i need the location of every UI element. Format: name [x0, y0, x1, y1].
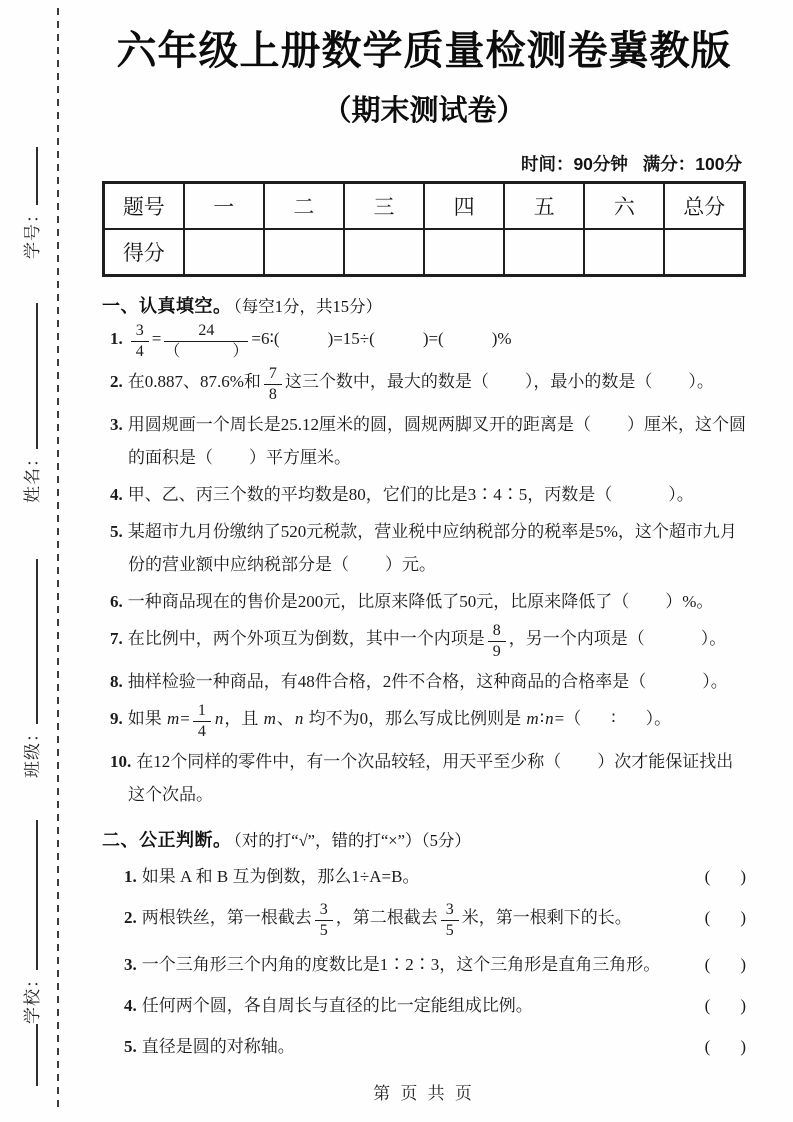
score-table-header-cell: 总分 [664, 183, 744, 230]
fraction-denominator: 4 [197, 722, 206, 740]
fill-blank-question [102, 665, 746, 698]
score-table-empty-cell [264, 229, 344, 276]
question-body [124, 1030, 695, 1063]
question-number: 2. [124, 907, 137, 927]
answer-parentheses [705, 901, 746, 934]
question-text: 均不为0，那么写成比例则是 [304, 708, 526, 728]
question-body [124, 948, 695, 981]
fraction-numerator: 3 [441, 901, 459, 921]
fill-blank-question [102, 515, 746, 581]
fraction [193, 702, 211, 741]
question-text: ，第二根截去 [335, 907, 438, 927]
question-text: ，另一个内项是（ [508, 628, 645, 648]
write-line [23, 1024, 38, 1086]
question-number: 1. [110, 329, 123, 348]
question-text: ∶ [539, 708, 545, 728]
fraction [164, 322, 248, 361]
score-table-header-row [104, 183, 745, 230]
score-table-empty-cell [344, 229, 424, 276]
question-text: =（ [554, 708, 582, 728]
score-table-empty-cell [184, 229, 264, 276]
question-text: 用圆规画一个周长是25.12厘米的圆，圆规两脚叉开的距离是（ [127, 414, 591, 434]
question-number: 9. [110, 708, 123, 728]
question-text: 任何两个圆，各自周长与直径的比一定能组成比例。 [141, 995, 533, 1015]
paren-close: ) [740, 866, 746, 886]
question-number: 3. [124, 954, 137, 974]
question-text: )=( [422, 329, 444, 348]
fill-blank-question [102, 365, 746, 404]
question-text: 、 [276, 708, 294, 728]
student-info-field [22, 303, 44, 503]
question-number: 7. [110, 628, 123, 648]
question-number: 6. [110, 591, 123, 611]
question-body [124, 901, 695, 940]
exam-meta [102, 151, 746, 176]
question-text: ∶ [611, 708, 616, 728]
true-false-question [124, 860, 746, 893]
question-text: ）。 [702, 671, 728, 691]
fill-blank-question [102, 622, 746, 661]
question-text: )=15÷( [327, 329, 375, 348]
answer-parentheses [705, 948, 746, 981]
write-line [23, 303, 38, 449]
question-number: 5. [124, 1036, 137, 1056]
fraction [441, 901, 459, 940]
fraction [315, 901, 333, 940]
paren-open: ( [704, 1036, 711, 1056]
student-info-field [22, 147, 44, 259]
fraction [488, 622, 506, 661]
paren-close: ) [740, 1036, 746, 1056]
true-false-question [124, 989, 746, 1022]
paren-open: ( [704, 954, 711, 974]
paren-open: ( [704, 866, 711, 886]
question-text: ）%。 [665, 591, 714, 611]
score-table-empty-cell [424, 229, 504, 276]
question-body [124, 860, 695, 893]
true-false-question [124, 1030, 746, 1063]
question-text: ）。 [668, 484, 694, 504]
answer-parentheses [705, 989, 746, 1022]
math-variable: m [526, 708, 539, 728]
true-false-question [124, 948, 746, 981]
fraction-denominator: 5 [319, 921, 328, 939]
fraction-numerator: 1 [193, 702, 211, 722]
question-body [124, 989, 695, 1022]
fraction-numerator: 3 [131, 322, 149, 342]
fraction-denominator: 5 [445, 921, 454, 939]
exam-time: 时间：90分钟 [520, 154, 628, 174]
section1-heading [102, 292, 746, 318]
section2-heading-title: 二、公正判断。 [102, 829, 232, 850]
fill-blank-question [102, 322, 746, 361]
fill-blank-question [102, 585, 746, 618]
question-text: 抽样检验一种商品，有48件合格，2件不合格，这种商品的合格率是（ [127, 671, 647, 691]
paren-open: ( [704, 907, 711, 927]
student-info-label: 姓名： [23, 449, 42, 503]
question-text: ）。 [688, 371, 714, 391]
fill-blank-questions [102, 322, 746, 811]
score-table-header-cell: 题号 [104, 183, 184, 230]
question-text: 在比例中，两个外项互为倒数，其中一个内项是 [127, 628, 485, 648]
question-text: 一个三角形三个内角的度数比是1∶2∶3，这个三角形是直角三角形。 [141, 954, 661, 974]
question-text: )% [491, 329, 512, 348]
score-table-header-cell: 六 [584, 183, 664, 230]
write-line [23, 559, 38, 724]
question-text: 某超市九月份缴纳了520元税款，营业税中应纳税部分的税率是5%，这个超市九月份的营业额中应纳税部分是（ [127, 521, 737, 574]
math-variable: n [214, 708, 224, 728]
score-table-empty-cell [504, 229, 584, 276]
fill-blank-question [102, 478, 746, 511]
fraction-numerator: 24 [164, 322, 248, 342]
question-text: ，且 [224, 708, 263, 728]
score-table-header-cell: 四 [424, 183, 504, 230]
question-text: 直径是圆的对称轴。 [141, 1036, 295, 1056]
question-text: = [151, 329, 162, 348]
score-table-score-label: 得分 [104, 229, 184, 276]
question-text: ）。 [700, 628, 727, 648]
section2-heading-note: （对的打“√”，错的打“×”）（5分） [233, 830, 471, 850]
question-number: 2. [110, 371, 123, 391]
fraction-numerator: 8 [488, 622, 506, 642]
fraction-denominator: 8 [268, 385, 277, 403]
question-text: 如果 A 和 B 互为倒数，那么1÷A=B。 [141, 866, 420, 886]
question-number: 8. [110, 671, 123, 691]
math-variable: m [263, 708, 276, 728]
section1-heading-note: （每空1分，共15分） [233, 297, 382, 316]
fraction [264, 365, 282, 404]
score-table-empty-cell [584, 229, 664, 276]
question-text: ）平方厘米。 [249, 447, 351, 467]
question-text: ） [232, 343, 249, 360]
section1-heading-title: 一、认真填空。 [102, 296, 232, 316]
question-number: 4. [110, 484, 123, 504]
question-text: 米，第一根剩下的长。 [461, 907, 632, 927]
question-text: 在0.887、87.6%和 [127, 371, 261, 391]
paper-content [102, 0, 746, 1063]
fill-blank-question [102, 408, 746, 474]
fraction-numerator: 3 [315, 901, 333, 921]
question-text: ）。 [645, 708, 672, 728]
student-info-label: 学号： [23, 205, 42, 259]
fill-blank-question [102, 702, 746, 741]
student-info-field [22, 559, 44, 778]
exam-full-score: 满分：100分 [642, 154, 742, 174]
question-text: ），最小的数是（ [524, 371, 653, 391]
fraction [131, 322, 149, 361]
math-variable: n [545, 708, 554, 728]
answer-parentheses [705, 1030, 746, 1063]
paren-close: ) [740, 995, 746, 1015]
score-table-header-cell: 一 [184, 183, 264, 230]
true-false-questions [102, 860, 746, 1063]
student-info-field [22, 820, 44, 1086]
score-table-header-cell: 三 [344, 183, 424, 230]
write-line [23, 820, 38, 970]
student-info-label: 学校： [23, 970, 42, 1024]
question-number: 1. [124, 866, 137, 886]
true-false-question [124, 901, 746, 940]
score-table [102, 181, 746, 277]
question-number: 10. [110, 751, 132, 771]
question-text: =6∶( [251, 329, 280, 348]
question-number: 3. [110, 414, 123, 434]
question-text: ）元。 [385, 554, 436, 574]
paren-close: ) [740, 954, 746, 974]
math-variable: m [167, 708, 180, 728]
question-text: 一种商品现在的售价是200元，比原来降低了50元，比原来降低了（ [127, 591, 630, 611]
fraction-numerator: 7 [264, 365, 282, 385]
question-text: ）厘米，这个圆的面积是（ [128, 414, 746, 467]
question-number: 4. [124, 995, 137, 1015]
fill-blank-question [102, 745, 746, 811]
question-text: 如果 [127, 708, 166, 728]
math-variable: n [294, 708, 304, 728]
score-table-score-row [104, 229, 745, 276]
fraction-denominator [164, 342, 248, 361]
write-line [23, 147, 38, 205]
paren-open: ( [704, 995, 711, 1015]
score-table-header-cell: 二 [264, 183, 344, 230]
answer-parentheses [705, 860, 746, 893]
question-text: = [180, 708, 190, 728]
question-text: 在12个同样的零件中，有一个次品较轻，用天平至少称（ [136, 751, 562, 771]
question-text: 这三个数中，最大的数是（ [284, 371, 489, 391]
question-text: ）次才能保证找出这个次品。 [128, 751, 734, 804]
page-footer: 第 页 共 页 [373, 1084, 475, 1103]
paren-close: ) [740, 907, 746, 927]
score-table-empty-cell [664, 229, 744, 276]
fraction-denominator: 4 [135, 343, 144, 360]
page-subtitle: （期末测试卷） [322, 95, 526, 127]
question-text: 甲、乙、丙三个数的平均数是80，它们的比是3∶4∶5，丙数是（ [127, 484, 613, 504]
fraction-denominator: 9 [492, 642, 501, 660]
section2-heading [102, 826, 746, 852]
page-title: 六年级上册数学质量检测卷冀教版 [116, 29, 732, 73]
binding-dashed-line [57, 8, 59, 1112]
question-text: 两根铁丝，第一根截去 [141, 907, 312, 927]
question-text: （ [164, 343, 181, 360]
score-table-header-cell: 五 [504, 183, 584, 230]
student-info-label: 班级： [23, 724, 42, 778]
question-number: 5. [110, 521, 123, 541]
